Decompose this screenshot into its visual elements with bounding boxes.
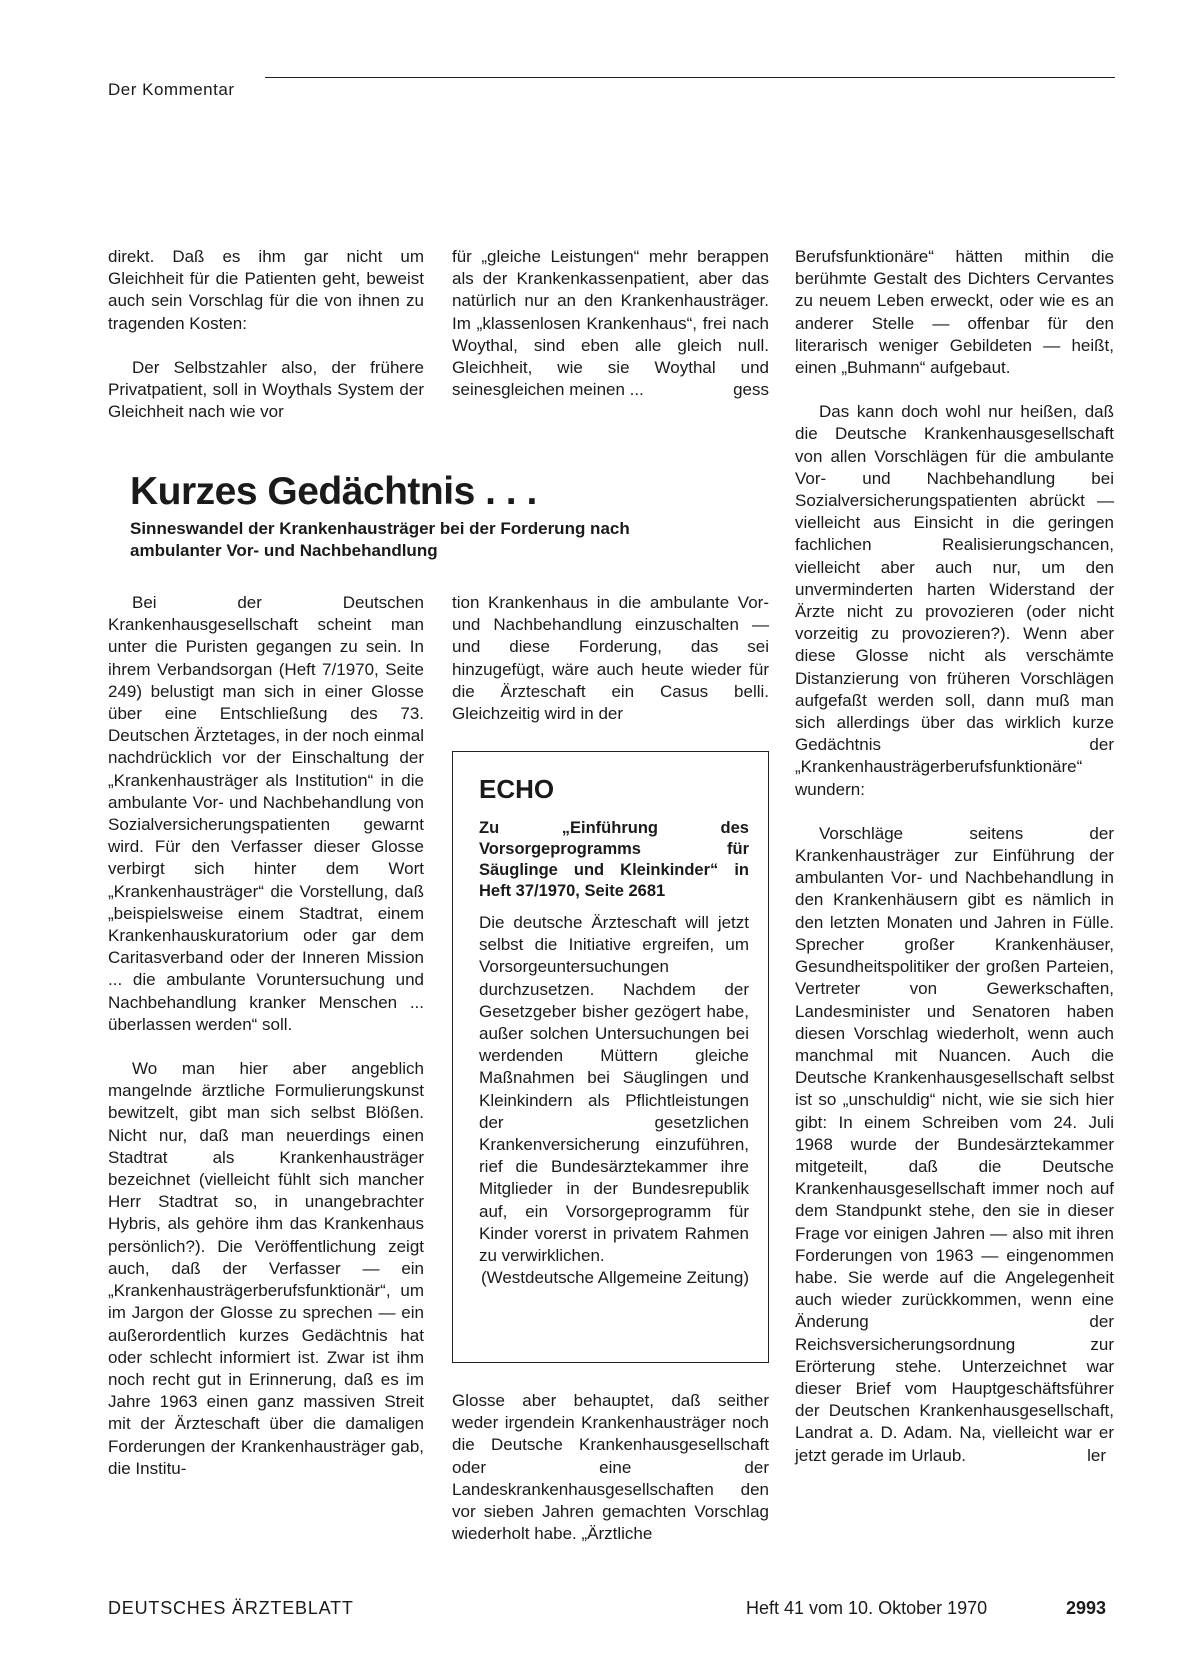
header-rule (265, 77, 1115, 78)
article2-column-2-bottom (452, 1390, 769, 1545)
article2-paragraph: Bei der Deutschen Krankenhausgesellschaft scheint man unter die Puristen gegangen zu sein. In ihrem Verbandsorgan (Heft 7/1970, Seite 249) belustigt man sich in einer Glosse über eine Entschließung des 73. Deutschen Ärztetages, in der noch einmal nachdrücklich vor der Einschaltung der „Krankenhausträger als Institution“ in die ambulante Vor- und Nachbehandlung von Sozialversicherungspatienten gewarnt wird. Für den Verfasser dieser Glosse verbirgt sich hinter dem Wort „Krankenhausträger“ die Vorstellung, daß „beispielsweise einem Stadtrat, einem Krankenhauskuratorium oder gar dem Caritasverband oder der Inneren Mission ... die ambulante Voruntersuchung und Nachbehandlung kranker Menschen ... überlassen werden“ soll. (108, 593, 424, 1034)
echo-source: (Westdeutsche Allgemeine Zeitung) (480, 1268, 749, 1288)
echo-text: Die deutsche Ärzteschaft will jetzt selbst die Initiative ergreifen, um Vorsorgeuntersuchungen durchzusetzen. Nachdem der Gesetzgeber bisher gezögert habe, außer solchen Untersuchungen bei werdenden Müttern gleiche Maßnahmen bei Säuglingen und Kleinkindern als Pflichtleistungen der gesetzlichen Krankenversicherung einzuführen, rief die Bundesärztekammer ihre Mitglieder in der Bundesrepublik auf, ein Vorsorgeprogramm für Kinder vorerst in privatem Rahmen zu verwirklichen. (479, 913, 749, 1266)
section-label: Der Kommentar (108, 80, 235, 99)
article2-paragraph: Berufsfunktionäre“ hätten mithin die berühmte Gestalt des Dichters Cervantes zu neuem Leben erweckt, oder wie es an anderer Stelle — offenbar für den literarisch weniger Gebildeten — heißt, einen „Buhmann“ aufgebaut. (795, 247, 1114, 378)
article2-paragraph: Glosse aber behauptet, daß seither weder irgendein Krankenhausträger noch die Deutsche Krankenhausgesellschaft oder eine der Landeskrankenhausgesellschaften den vor sieben Jahren gemachten Vorschlag wiederholt habe. „Ärztliche (452, 1391, 769, 1544)
article1-column-1 (108, 246, 424, 423)
article2-paragraph: Wo man hier aber angeblich mangelnde ärztliche Formulierungskunst bewitzelt, gibt man sich selbst Blößen. Nicht nur, daß man neuerdings einen Stadtrat als Krankenhausträger bezeichnet (vielleicht fühlt sich mancher Herr Stadtrat so, in unangebrachter Hybris, als gehöre ihm das Krankenhaus persönlich?). Die Veröffentlichung zeigt auch, daß der Verfasser — ein „Krankenhausträgerberufsfunktionär“, um im Jargon der Glosse zu sprechen — ein außerordentlich kurzes Gedächtnis hat oder schlecht informiert ist. Zwar ist ihm noch recht gut in Erinnerung, daß es im Jahre 1963 einen ganz massiven Streit mit der Ärzteschaft über die damaligen Forderungen der Krankenhausträger gab, die Institu- (108, 1059, 424, 1478)
article2-column-2-top (452, 592, 769, 725)
article1-author: gess (733, 380, 769, 400)
article2-paragraph: Vorschläge seitens der Krankenhausträger zur Einführung der ambulanten Vor- und Nachbehandlung in den Krankenhäusern gibt es nämlich in den letzten Monaten und Jahren in Fülle. Sprecher großer Krankenhäuser, Gesundheitspolitiker der großen Parteien, Vertreter von Gewerkschaften, Landesminister und Senatoren haben diesen Vorschlag wiederholt, wenn auch manchmal mit Nuancen. Auch die Deutsche Krankenhausgesellschaft selbst ist so „unschuldig“ nicht, wie sie sich hier gibt: In einem Schreiben vom 24. Juli 1968 wurde der Bundesärztekammer mitgeteilt, daß die Deutsche Krankenhausgesellschaft immer noch auf dem Standpunkt stehe, den sie in dieser Frage vor einigen Jahren — also mit ihren Forderungen von 1963 — eingenommen habe. Sie werde auf die Angelegenheit auch wieder zurückkommen, wenn eine Änderung der Reichsversicherungsordnung zur Erörterung stehe. Unterzeichnet war dieser Brief vom Hauptgeschäftsführer der Deutschen Krankenhausgesellschaft, Landrat a. D. Adam. Na, vielleicht war er jetzt gerade im Urlaub. (795, 823, 1114, 1465)
article2-author: ler (1087, 1445, 1106, 1465)
echo-reference: Zu „Einführung des Vorsorgeprogramms für Säuglinge und Kleinkinder“ in Heft 37/1970, Seite 2681 (479, 819, 749, 900)
article2-paragraph: tion Krankenhaus in die ambulante Vor- und Nachbehandlung einzuschalten — und diese Forderung, das sei hinzugefügt, wäre auch heute wieder für die Ärzteschaft ein Casus belli. Gleichzeitig wird in der (452, 593, 769, 724)
echo-box (452, 751, 769, 1363)
echo-body (479, 912, 749, 1289)
article1-paragraph: Der Selbstzahler also, der frühere Privatpatient, soll in Woythals System der Gleichheit nach wie vor (108, 357, 424, 422)
article1-paragraph: für „gleiche Leistungen“ mehr berappen als der Krankenkassenpatient, aber das natürlich nur an den Krankenhausträger. Im „klassenlosen Krankenhaus“, frei nach Woythal, sind eben alle gleich null. Gleichheit, wie sie Woythal und seinesgleichen meinen ... (452, 247, 769, 400)
article1-paragraph: direkt. Daß es ihm gar nicht um Gleichheit für die Patienten geht, beweist auch sein Vorschlag für die von ihnen zu tragenden Kosten: (108, 247, 424, 333)
article1-column-2 (452, 246, 769, 402)
echo-title: ECHO (479, 774, 555, 804)
article2-column-1 (108, 592, 424, 1480)
article-subtitle: Sinneswandel der Krankenhausträger bei der Forderung nach ambulanter Vor- und Nachbehandlung (130, 519, 630, 560)
journal-name: DEUTSCHES ÄRZTEBLATT (108, 1598, 354, 1618)
page-number: 2993 (1066, 1598, 1107, 1618)
article2-paragraph: Das kann doch wohl nur heißen, daß die Deutsche Krankenhausgesellschaft von allen Vorschlägen für die ambulante Vor- und Nachbehandlung bei Sozialversicherungspatienten abrückt — vielleicht aus Einsicht in die geringen fachlichen Realisierungschancen, vielleicht aber auch nur, um den unverminderten harten Widerstand der Ärzte nicht zu provozieren (oder nicht vorzeitig zu provozieren?). Wenn aber diese Glosse nicht als verschämte Distanzierung von früheren Vorschlägen aufgefaßt werden soll, dann muß man sich allerdings über das wirklich kurze Gedächtnis der „Krankenhausträgerberufsfunktionäre“ wundern: (795, 402, 1114, 799)
issue-date: Heft 41 vom 10. Oktober 1970 (746, 1598, 988, 1618)
article-title: Kurzes Gedächtnis . . . (130, 470, 537, 513)
article2-column-3 (795, 246, 1114, 1467)
